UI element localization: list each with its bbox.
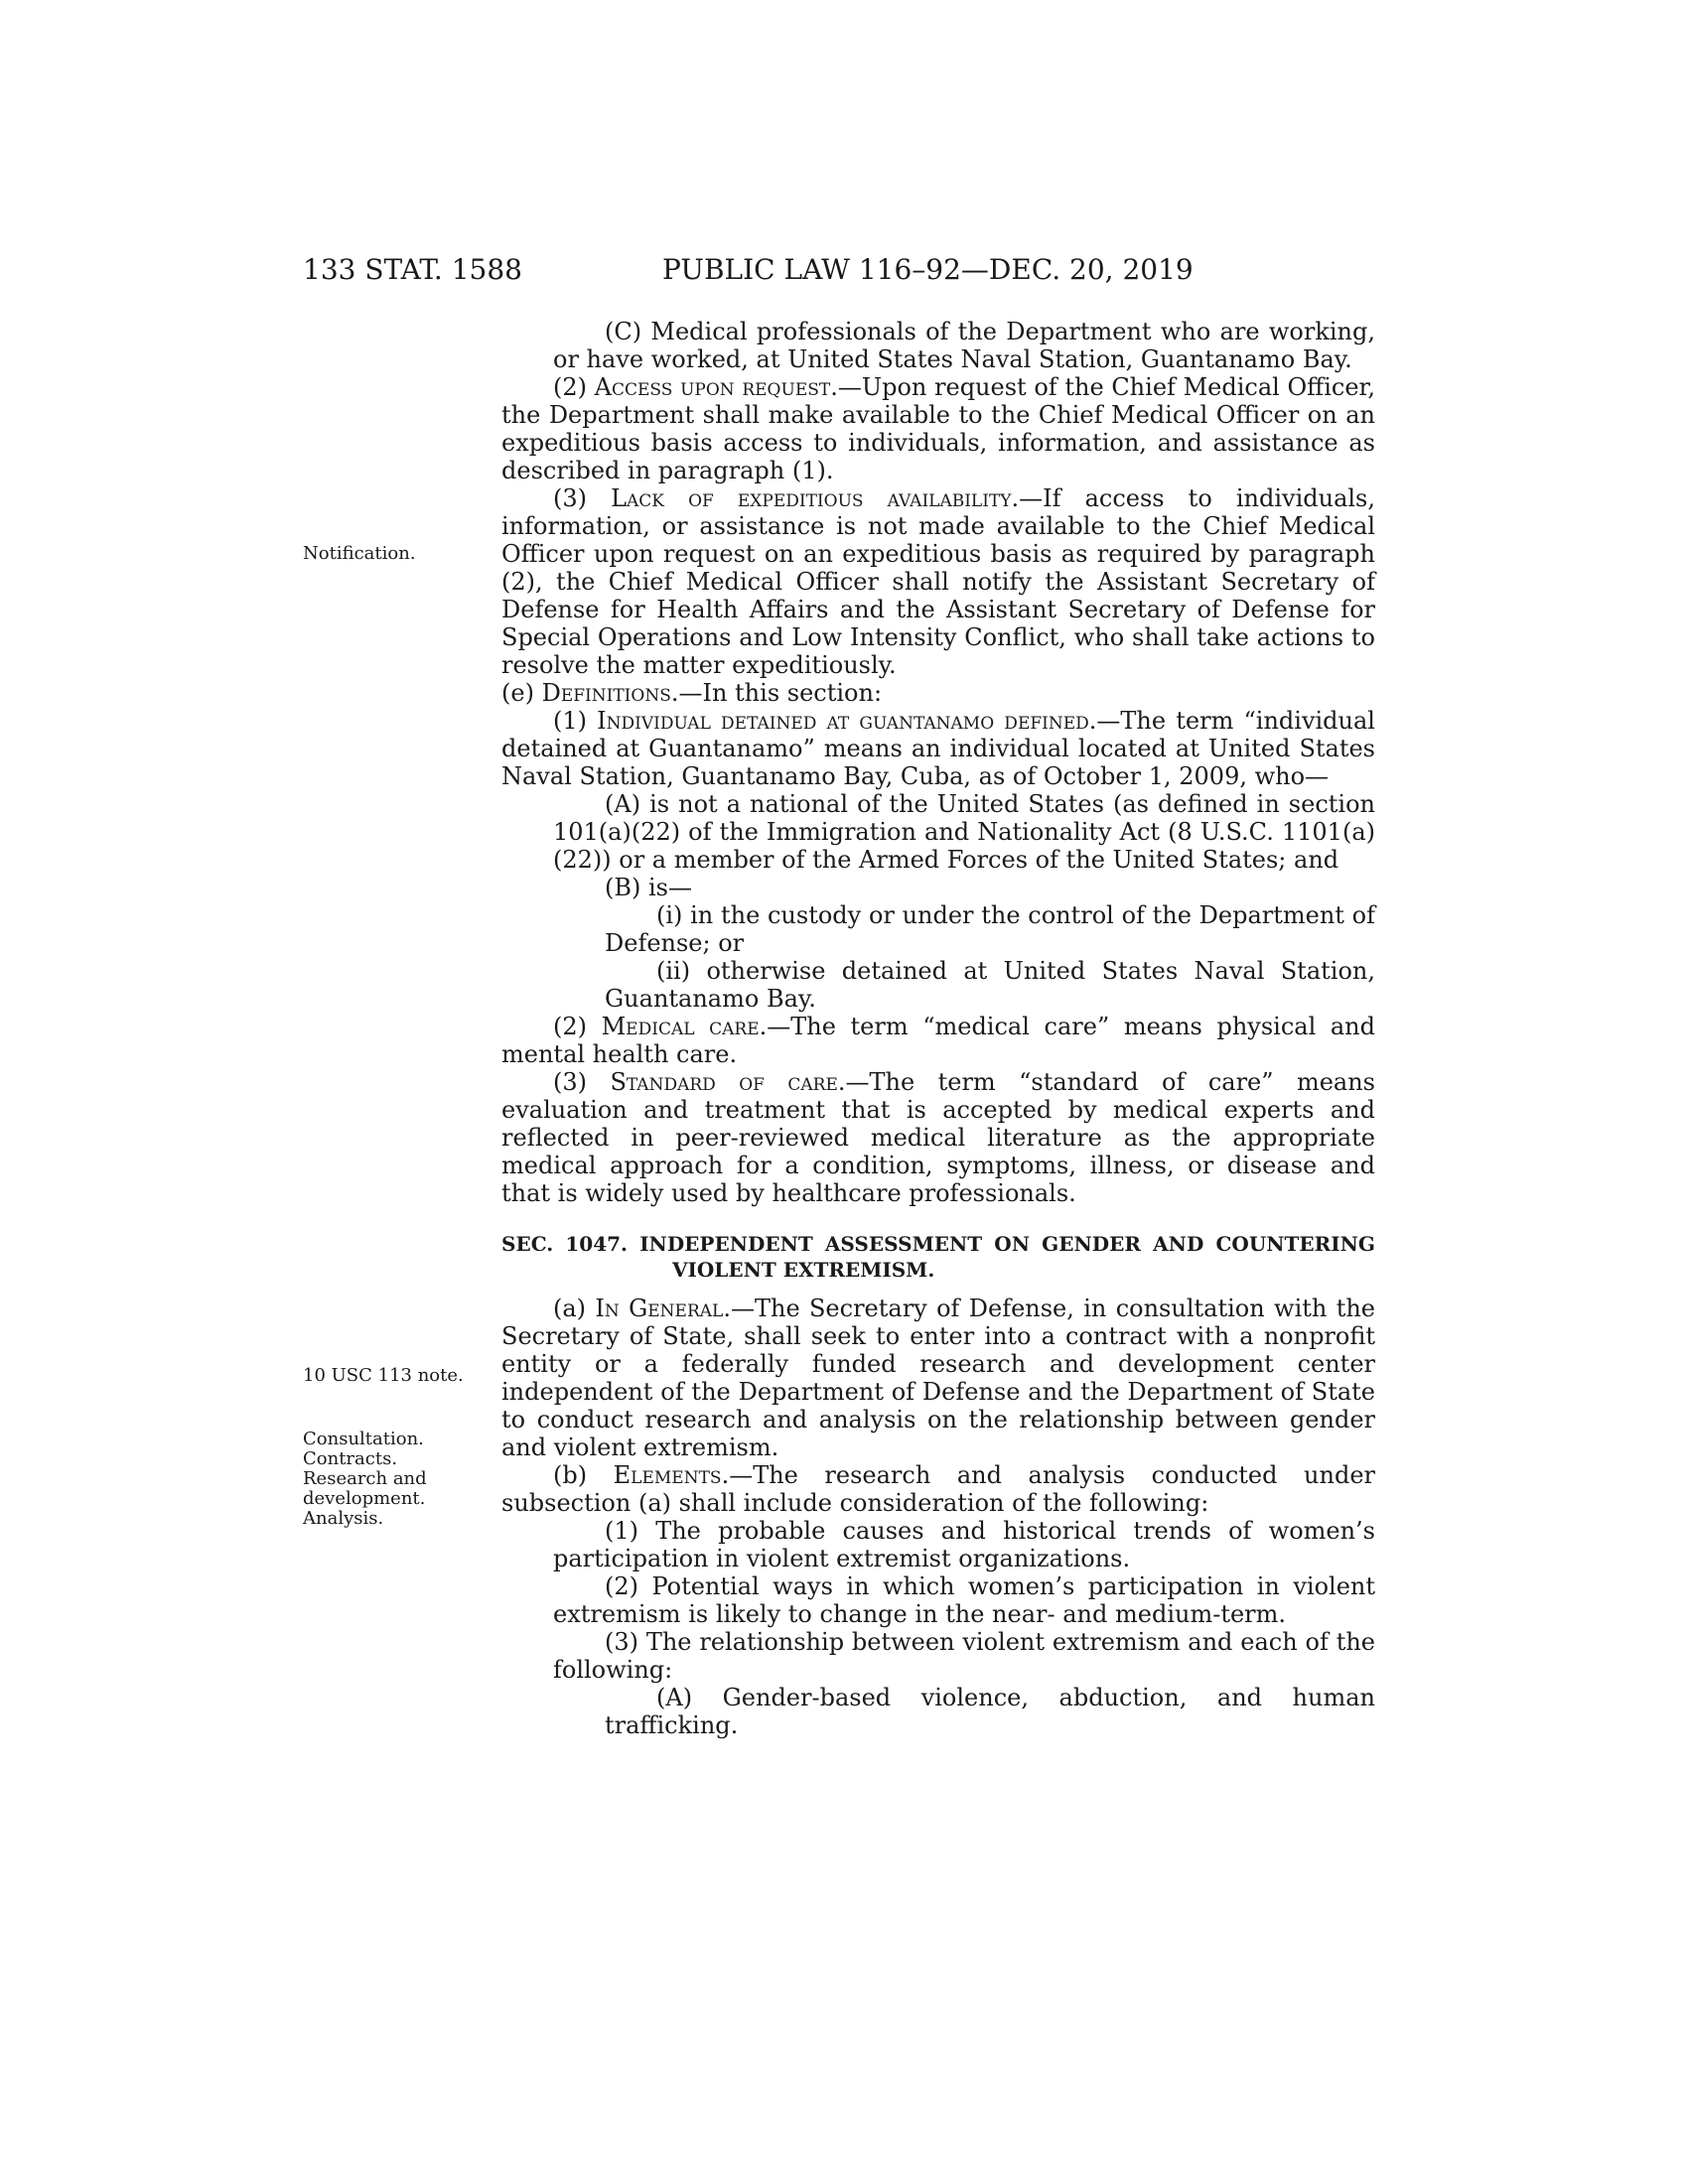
- paragraph-b: (b) Elements.—The research and analysis conducted under subsection (a) shall include consideration of the following:: [501, 1461, 1375, 1517]
- paragraph-e: (e) Definitions.—In this section:: [501, 679, 883, 707]
- paragraph-b3: (3) The relationship between violent extremism and each of the following:: [553, 1628, 1375, 1684]
- page-number: 133 STAT. 1588: [303, 253, 522, 286]
- heading-standard-of-care: Standard of care: [610, 1068, 838, 1096]
- section-heading-1047: SEC. 1047. INDEPENDENT ASSESSMENT ON GENDER AND COUNTERING VIOLENT EXTREMISM.: [501, 1232, 1375, 1282]
- paragraph-e3: (3) Standard of care.—The term “standard of care” means evaluation and treatment that is accepted by medical experts and reflected in peer-reviewed medical literature as the appropriate medical approach for a condition, symptoms, illness, or disease and that is widely used by healthcare professionals.: [501, 1068, 1375, 1207]
- paragraph-b2: (2) Potential ways in which women’s participation in violent extremism is likely to change in the near- and medium-term.: [553, 1572, 1375, 1628]
- heading-individual-detained: Individual detained at guantanamo defined: [597, 707, 1089, 735]
- paragraph-e1b: (B) is—: [605, 874, 692, 901]
- margin-note-topics: [303, 1430, 472, 1529]
- paragraph-b1: (1) The probable causes and historical trends of women’s participation in violent extremist organizations.: [553, 1517, 1375, 1572]
- margin-note-usc: 10 USC 113 note.: [303, 1365, 464, 1386]
- margin-topic: Contracts.: [303, 1448, 398, 1469]
- paragraph-e1b-i: (i) in the custody or under the control of the Department of Defense; or: [605, 901, 1375, 957]
- margin-topic: development.: [303, 1488, 426, 1509]
- heading-lack-of-availability: Lack of expeditious availability: [611, 484, 1012, 512]
- margin-note-notification: Notification.: [303, 543, 416, 564]
- paragraph-e1: (1) Individual detained at guantanamo defined.—The term “individual detained at Guantanamo” means an individual located at United States Naval Station, Guantanamo Bay, Cuba, as of October 1, 2009, who—: [501, 707, 1375, 790]
- heading-medical-care: Medical care: [601, 1013, 760, 1040]
- paragraph-e2: (2) Medical care.—The term “medical care” means physical and mental health care.: [501, 1013, 1375, 1068]
- paragraph-d1c: (C) Medical professionals of the Department who are working, or have worked, at United States Naval Station, Guantanamo Bay.: [553, 318, 1375, 373]
- margin-topic: Consultation.: [303, 1429, 424, 1449]
- heading-elements: Elements: [613, 1461, 722, 1489]
- paragraph-a: (a) In General.—The Secretary of Defense, in consultation with the Secretary of State, shall seek to enter into a contract with a nonprofit entity or a federally funded research and development center independent of the Department of Defense and the Department of State to conduct research and analysis on the relationship between gender and violent extremism.: [501, 1295, 1375, 1461]
- running-head: [0, 250, 1688, 290]
- heading-in-general: In General: [595, 1295, 724, 1322]
- margin-topic: Analysis.: [303, 1508, 384, 1529]
- statute-body: [501, 318, 1375, 1739]
- paragraph-d2: (2) Access upon request.—Upon request of the Chief Medical Officer, the Department shall make available to the Chief Medical Officer on an expeditious basis access to individuals, information, and assistance as described in paragraph (1).: [501, 373, 1375, 484]
- paragraph-b3a: (A) Gender-based violence, abduction, and human trafficking.: [605, 1684, 1375, 1739]
- margin-topic: Research and: [303, 1468, 427, 1489]
- paragraph-e1b-ii: (ii) otherwise detained at United States Naval Station, Guantanamo Bay.: [605, 957, 1375, 1013]
- heading-access-upon-request: Access upon request: [594, 373, 831, 401]
- law-title: PUBLIC LAW 116–92—DEC. 20, 2019: [662, 253, 1194, 286]
- paragraph-d3: (3) Lack of expeditious availability.—If access to individuals, information, or assistance is not made available to the Chief Medical Officer upon request on an expeditious basis as required by paragraph (2), the Chief Medical Officer shall notify the Assistant Secretary of Defense for Health Affairs and the Assistant Secretary of Defense for Special Operations and Low Intensity Conflict, who shall take actions to resolve the matter expeditiously.: [501, 484, 1375, 679]
- heading-definitions: Definitions: [541, 679, 671, 707]
- paragraph-e1a: (A) is not a national of the United States (as defined in section 101(a)(22) of the Immigration and Nationality Act (8 U.S.C. 1101(a)(22)) or a member of the Armed Forces of the United States; and: [553, 790, 1375, 874]
